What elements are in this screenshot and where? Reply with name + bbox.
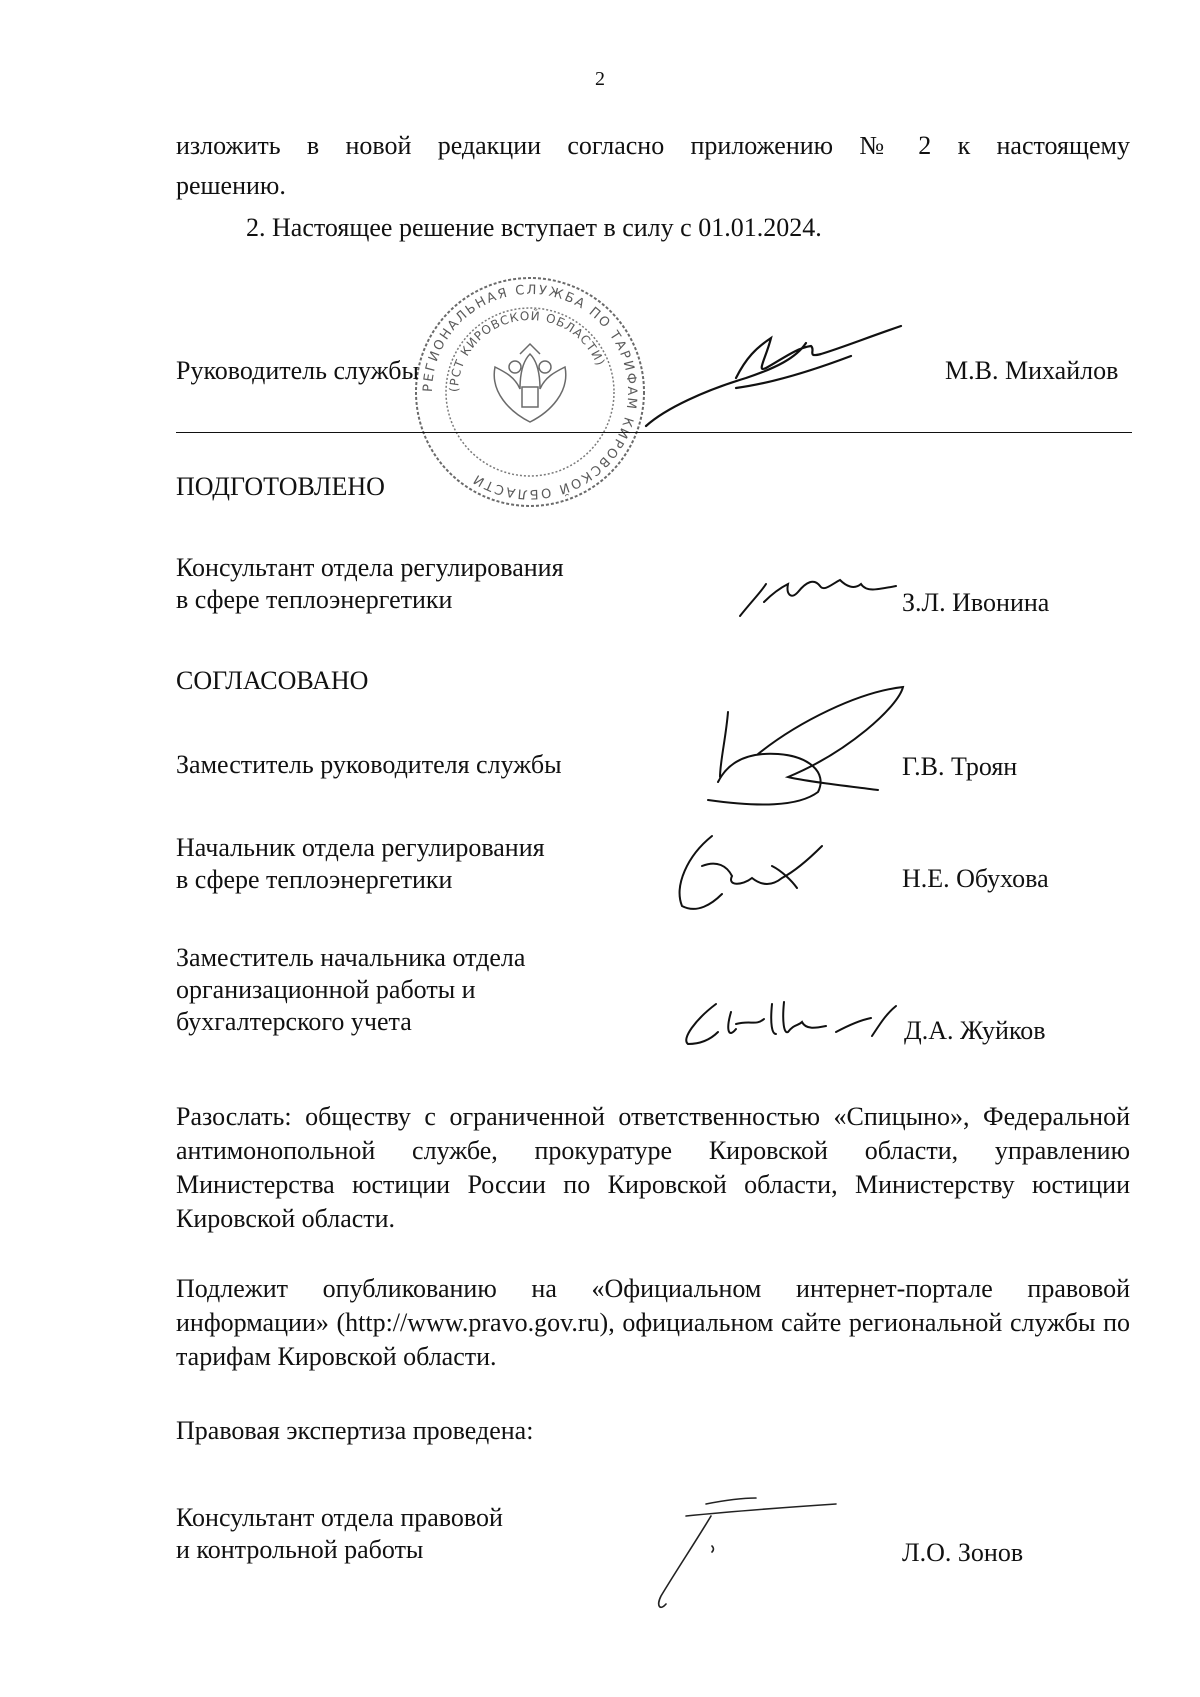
prepared-signature [736,572,906,622]
official-seal [410,272,650,512]
legal-review-title [176,1502,503,1566]
agreed-signer-1-name: Г.В. Троян [902,752,1018,781]
decision-continuation-line1: изложить в новой редакции согласно приложению № 2 к настоящему [176,131,1130,160]
decision-continuation-line2: решению. [176,171,286,200]
prepared-name: З.Л. Ивонина [902,588,1050,617]
agreed-heading: СОГЛАСОВАНО [176,666,369,695]
legal-review-heading: Правовая экспертиза проведена: [176,1416,534,1445]
head-title: Руководитель службы [176,356,419,385]
legal-review-title-line2: и контрольной работы [176,1535,424,1564]
legal-review-title-line1: Консультант отдела правовой [176,1503,503,1532]
publication-note: Подлежит опубликованию на «Официальном интернет-портале правовой информации» (http://www.pravo.gov.ru), официальном сайте региональной службы по тарифам Кировской области. [176,1274,1130,1371]
prepared-title-line2: в сфере теплоэнергетики [176,585,453,614]
agreed-signer-3-title-line3: бухгалтерского учета [176,1007,412,1036]
legal-review-signature [616,1486,846,1616]
agreed-signer-1-title: Заместитель руководителя службы [176,750,562,779]
page-number: 2 [595,68,605,90]
agreed-signer-2-title-line1: Начальник отдела регулирования [176,833,545,862]
agreed-signer-2-signature [672,826,852,916]
agreed-signer-3-signature [676,984,916,1054]
agreed-signer-2-title [176,832,545,896]
legal-review-name: Л.О. Зонов [902,1538,1024,1567]
prepared-title-line1: Консультант отдела регулирования [176,553,564,582]
head-signature [636,318,936,438]
decision-item-2: 2. Настоящее решение вступает в силу с 01.01.2024. [246,213,822,242]
decision-continuation [176,126,1130,206]
agreed-signer-3-title [176,942,525,1038]
seal-inner-text: (РСТ КИРОВСКОЙ ОБЛАСТИ) [446,308,608,393]
signature-divider [176,432,1132,433]
distribution-list: Разослать: обществу с ограниченной ответственностью «Спицыно», Федеральной антимонопольной службе, прокуратуре Кировской области, управлению Министерства юстиции России по Кировской области, Министерству юстиции Кировской области. [176,1102,1130,1233]
agreed-signer-3-title-line1: Заместитель начальника отдела [176,943,526,972]
prepared-title [176,552,564,616]
agreed-signer-3-name: Д.А. Жуйков [904,1016,1046,1045]
prepared-heading: ПОДГОТОВЛЕНО [176,472,385,501]
coat-of-arms-icon [494,344,566,422]
agreed-signer-2-title-line2: в сфере теплоэнергетики [176,865,453,894]
agreed-signer-2-name: Н.Е. Обухова [902,864,1049,893]
seal-outer-text: РЕГИОНАЛЬНАЯ СЛУЖБА ПО ТАРИФАМ КИРОВСКОЙ ОБЛАСТИ [420,282,640,502]
head-name: М.В. Михайлов [945,356,1119,385]
agreed-signer-3-title-line2: организационной работы и [176,975,476,1004]
agreed-signer-1-signature [698,682,918,812]
